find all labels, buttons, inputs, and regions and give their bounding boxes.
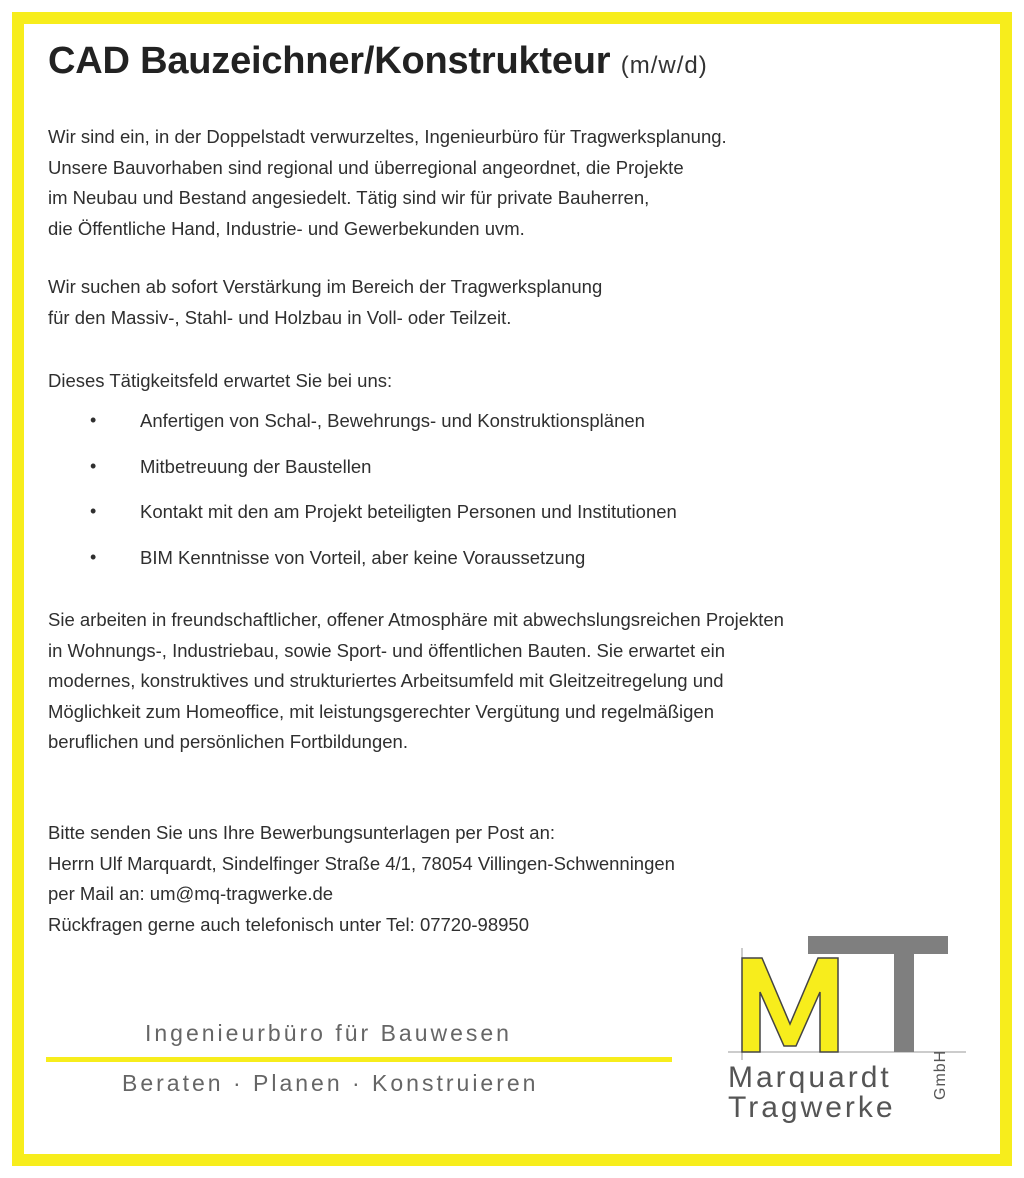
bullet-icon: • bbox=[90, 455, 97, 476]
bullet-icon: • bbox=[90, 410, 97, 430]
task-text: Mitbetreuung der Baustellen bbox=[140, 455, 372, 477]
tagline-divider bbox=[46, 1057, 672, 1062]
tasks-heading: Dieses Tätigkeitsfeld erwartet Sie bei uns: bbox=[48, 370, 393, 391]
search-paragraph bbox=[48, 272, 602, 333]
logo-t-stem bbox=[894, 936, 914, 1052]
intro-line: die Öffentliche Hand, Industrie- und Gewerbekunden uvm. bbox=[48, 217, 525, 239]
offer-line: modernes, konstruktives und strukturiertes Arbeitsumfeld mit Gleitzeitregelung und bbox=[48, 670, 724, 691]
offer-line: beruflichen und persönlichen Fortbildungen. bbox=[48, 731, 408, 752]
logo-m-letter bbox=[742, 958, 838, 1052]
search-line: Wir suchen ab sofort Verstärkung im Bereich der Tragwerksplanung bbox=[48, 276, 603, 297]
offer-line: in Wohnungs-, Industriebau, sowie Sport- und öffentlichen Bauten. Sie erwartet ein bbox=[48, 639, 726, 661]
task-text: Anfertigen von Schal-, Bewehrungs- und Konstruktionsplänen bbox=[140, 410, 645, 431]
tagline-top: Ingenieurbüro für Bauwesen bbox=[145, 1020, 512, 1046]
contact-line: Bitte senden Sie uns Ihre Bewerbungsunterlagen per Post an: bbox=[48, 822, 556, 843]
bullet-icon: • bbox=[90, 501, 97, 521]
intro-line: Wir sind ein, in der Doppelstadt verwurzeltes, Ingenieurbüro für Tragwerksplanung. bbox=[48, 126, 727, 147]
job-title bbox=[48, 40, 708, 83]
search-line: für den Massiv-, Stahl- und Holzbau in Voll- oder Teilzeit. bbox=[48, 306, 512, 328]
bullet-icon: • bbox=[90, 546, 97, 567]
contact-paragraph bbox=[48, 818, 675, 940]
offer-paragraph bbox=[48, 605, 784, 758]
logo-legal-form: GmbH bbox=[932, 1049, 949, 1100]
contact-address: Herrn Ulf Marquardt, Sindelfinger Straße 4/1, 78054 Villingen-Schwenningen bbox=[48, 852, 675, 874]
intro-paragraph bbox=[48, 122, 727, 244]
job-title-suffix: (m/w/d) bbox=[620, 52, 708, 79]
job-title-main: CAD Bauzeichner/Konstrukteur bbox=[48, 40, 611, 82]
intro-line: im Neubau und Bestand angesiedelt. Tätig sind wir für private Bauherren, bbox=[48, 187, 650, 208]
logo-name-line1: Marquardt bbox=[728, 1061, 892, 1094]
offer-line: Sie arbeiten in freundschaftlicher, offener Atmosphäre mit abwechslungsreichen Projekten bbox=[48, 609, 784, 630]
intro-line: Unsere Bauvorhaben sind regional und überregional angeordnet, die Projekte bbox=[48, 156, 684, 178]
logo-company-name bbox=[728, 1063, 896, 1123]
tagline-bottom: Beraten · Planen · Konstruieren bbox=[122, 1070, 539, 1096]
task-text: Kontakt mit den am Projekt beteiligten Personen und Institutionen bbox=[140, 501, 677, 522]
task-text: BIM Kenntnisse von Vorteil, aber keine Voraussetzung bbox=[140, 546, 586, 568]
logo-t-bar bbox=[808, 936, 948, 954]
contact-phone[interactable]: Rückfragen gerne auch telefonisch unter Tel: 07720-98950 bbox=[48, 913, 529, 935]
logo-name-line2: Tragwerke bbox=[728, 1091, 896, 1124]
contact-email[interactable]: per Mail an: um@mq-tragwerke.de bbox=[48, 883, 334, 904]
offer-line: Möglichkeit zum Homeoffice, mit leistungsgerechter Vergütung und regelmäßigen bbox=[48, 700, 714, 722]
